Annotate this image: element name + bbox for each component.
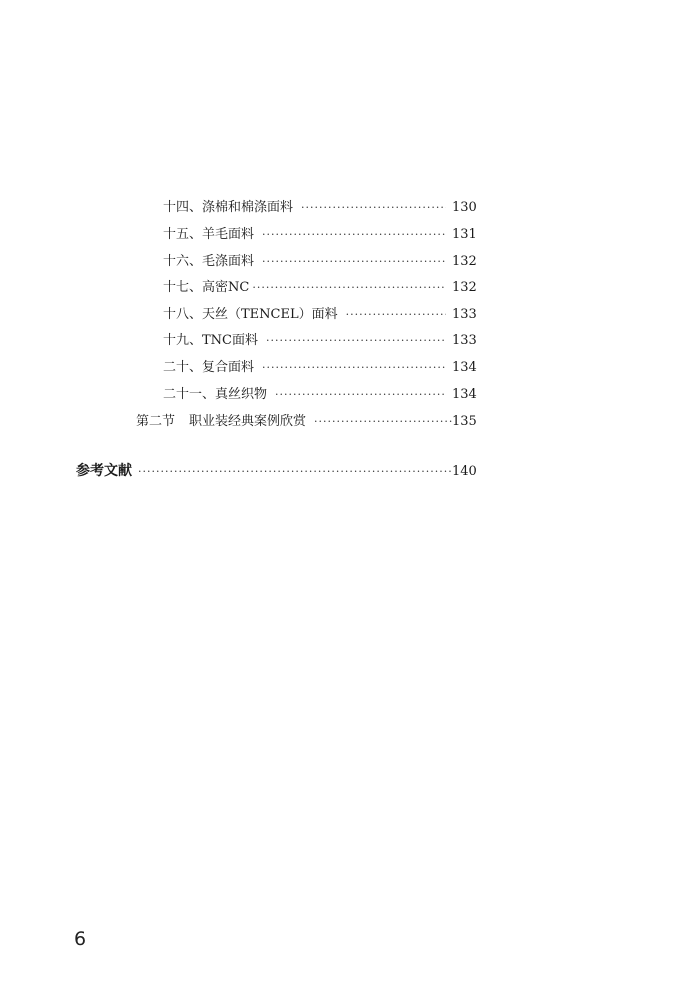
toc-entry-page: 132 — [452, 254, 477, 269]
toc-entry-label: 十六、毛涤面料 — [163, 254, 255, 269]
dot-leader — [346, 307, 446, 323]
toc-entry-label: 二十、复合面料 — [163, 360, 255, 375]
toc-entry-page: 131 — [452, 227, 477, 242]
dot-leader — [262, 227, 446, 243]
toc-entry-label: 十九、TNC面料 — [163, 333, 258, 348]
dot-leader — [301, 200, 446, 216]
references-page: 140 — [452, 464, 477, 479]
references-label: 参考文献 — [76, 463, 132, 479]
dot-leader — [275, 387, 446, 403]
toc-section-page: 135 — [452, 414, 477, 429]
toc-references-entry[interactable] — [76, 463, 477, 480]
toc-entry[interactable] — [163, 227, 477, 243]
toc-entry[interactable] — [163, 333, 477, 349]
page-number: 6 — [74, 928, 87, 950]
section-title: 职业装经典案例欣赏 — [189, 414, 307, 429]
dot-leader — [252, 280, 446, 296]
toc-entry-page: 132 — [452, 280, 477, 295]
toc-entry[interactable] — [163, 387, 477, 403]
toc-entry[interactable] — [163, 280, 477, 296]
toc-entry[interactable] — [163, 254, 477, 270]
toc-entry-label: 十五、羊毛面料 — [163, 227, 255, 242]
dot-leader — [314, 414, 452, 430]
dot-leader — [262, 360, 446, 376]
toc-section-entry[interactable] — [136, 414, 477, 430]
toc-entry[interactable] — [163, 200, 477, 216]
toc-entry[interactable] — [163, 360, 477, 376]
toc-section-label — [136, 414, 306, 430]
toc-entry-page: 134 — [452, 387, 477, 402]
toc-entry-page: 133 — [452, 333, 477, 348]
toc-entry-label: 十八、天丝（TENCEL）面料 — [163, 307, 338, 322]
dot-leader — [138, 464, 452, 480]
section-number: 第二节 — [136, 414, 176, 429]
toc-entry-page: 130 — [452, 200, 477, 215]
dot-leader — [262, 254, 446, 270]
toc-entry-label: 十七、高密NC — [163, 280, 250, 295]
toc-entry-label: 二十一、真丝织物 — [163, 387, 268, 402]
toc-entry-page: 133 — [452, 307, 477, 322]
toc-entry[interactable] — [163, 307, 477, 323]
dot-leader — [266, 333, 446, 349]
toc-entry-page: 134 — [452, 360, 477, 375]
toc-entry-label: 十四、涤棉和棉涤面料 — [163, 200, 294, 215]
